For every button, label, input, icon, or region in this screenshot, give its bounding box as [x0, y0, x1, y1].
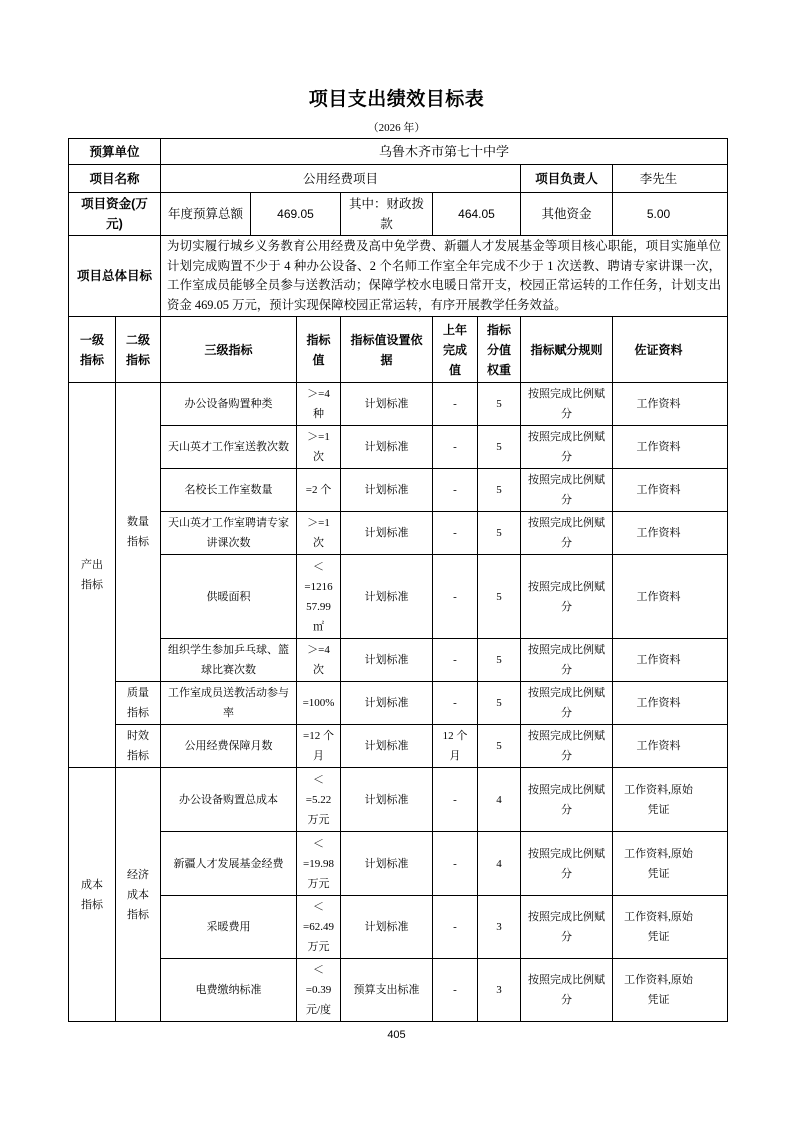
indicator-weight: 4 [478, 768, 521, 832]
indicator-weight: 5 [478, 682, 521, 725]
budget-unit-row [69, 139, 728, 165]
indicator-last-year: - [433, 555, 478, 639]
project-name-value: 公用经费项目 [161, 165, 521, 193]
indicator-rule: 按照完成比例赋分 [521, 469, 613, 512]
indicator-weight: 3 [478, 959, 521, 1022]
header-value: 指标值 [297, 317, 341, 383]
indicator-value: ＞=4 次 [297, 639, 341, 682]
indicator-value: ＜=62.49 万元 [297, 896, 341, 959]
indicator-basis: 计划标准 [341, 512, 433, 555]
project-funds-label: 项目资金(万元) [69, 193, 161, 236]
indicator-rule: 按照完成比例赋分 [521, 832, 613, 896]
indicator-row [69, 383, 728, 426]
indicator-evidence: 工作资料,原始凭证 [613, 832, 728, 896]
indicator-value: =100% [297, 682, 341, 725]
indicator-row [69, 512, 728, 555]
indicator-basis: 计划标准 [341, 469, 433, 512]
indicator-rule: 按照完成比例赋分 [521, 725, 613, 768]
header-level3: 三级指标 [161, 317, 297, 383]
project-manager-label: 项目负责人 [521, 165, 613, 193]
indicator-value: =2 个 [297, 469, 341, 512]
indicator-value: ＜=19.98 万元 [297, 832, 341, 896]
indicator-basis: 计划标准 [341, 832, 433, 896]
annual-budget-value: 469.05 [251, 193, 341, 236]
indicator-evidence: 工作资料 [613, 383, 728, 426]
overall-goal-text: 为切实履行城乡义务教育公用经费及高中免学费、新疆人才发展基金等项目核心职能，项目实施单位计划完成购置不少于 4 种办公设备、2 个名师工作室全年完成不少于 1 次送教、聘请专家讲课一次，工作室成员能够全员参与送教活动；保障学校水电暖日常开支，校园正常运转的工作任务，计划支出资金 469.05 万元，预计实现保障校园正常运转，有序开展教学任务效益。 [161, 236, 728, 317]
fiscal-allocation-label: 其中：财政拨款 [341, 193, 433, 236]
project-manager-value: 李先生 [613, 165, 728, 193]
indicator-name: 新疆人才发展基金经费 [161, 832, 297, 896]
indicator-value: ＞=1 次 [297, 426, 341, 469]
indicator-row [69, 426, 728, 469]
header-rule: 指标赋分规则 [521, 317, 613, 383]
header-basis: 指标值设置依据 [341, 317, 433, 383]
indicator-rule: 按照完成比例赋分 [521, 426, 613, 469]
annual-budget-label: 年度预算总额 [161, 193, 251, 236]
indicator-weight: 4 [478, 832, 521, 896]
other-funds-label: 其他资金 [521, 193, 613, 236]
indicator-name: 供暖面积 [161, 555, 297, 639]
indicator-last-year: - [433, 426, 478, 469]
indicator-row [69, 639, 728, 682]
budget-unit-label: 预算单位 [69, 139, 161, 165]
indicator-value: ＞=4 种 [297, 383, 341, 426]
indicator-name: 电费缴纳标准 [161, 959, 297, 1022]
indicator-name: 工作室成员送教活动参与率 [161, 682, 297, 725]
indicator-evidence: 工作资料 [613, 555, 728, 639]
indicator-rule: 按照完成比例赋分 [521, 639, 613, 682]
document-title: 项目支出绩效目标表 [308, 89, 485, 110]
indicator-name: 公用经费保障月数 [161, 725, 297, 768]
indicator-evidence: 工作资料 [613, 682, 728, 725]
budget-unit-value: 乌鲁木齐市第七十中学 [161, 139, 728, 165]
indicator-name: 办公设备购置总成本 [161, 768, 297, 832]
indicator-value: ＜=0.39 元/度 [297, 959, 341, 1022]
project-name-row [69, 165, 728, 193]
indicator-last-year: - [433, 383, 478, 426]
indicator-row [69, 725, 728, 768]
indicator-last-year: - [433, 832, 478, 896]
indicator-evidence: 工作资料 [613, 512, 728, 555]
indicator-basis: 计划标准 [341, 725, 433, 768]
indicator-last-year: - [433, 639, 478, 682]
indicator-rule: 按照完成比例赋分 [521, 682, 613, 725]
other-funds-value: 5.00 [613, 193, 728, 236]
overall-goal-row [69, 236, 728, 317]
indicator-name: 天山英才工作室聘请专家讲课次数 [161, 512, 297, 555]
indicator-basis: 计划标准 [341, 896, 433, 959]
indicator-last-year: - [433, 682, 478, 725]
indicator-last-year: - [433, 896, 478, 959]
performance-target-table [68, 138, 728, 1022]
indicator-evidence: 工作资料,原始凭证 [613, 896, 728, 959]
indicator-last-year: - [433, 768, 478, 832]
header-last-year: 上年完成值 [433, 317, 478, 383]
indicator-evidence: 工作资料,原始凭证 [613, 768, 728, 832]
indicator-value: ＞=1 次 [297, 512, 341, 555]
header-weight: 指标分值权重 [478, 317, 521, 383]
indicator-name: 办公设备购置种类 [161, 383, 297, 426]
indicator-row [69, 959, 728, 1022]
indicator-weight: 5 [478, 469, 521, 512]
indicator-name: 组织学生参加乒乓球、篮球比赛次数 [161, 639, 297, 682]
header-level1: 一级指标 [69, 317, 116, 383]
indicator-weight: 5 [478, 639, 521, 682]
level2-timeliness-cell: 时效指标 [116, 725, 161, 768]
indicator-row [69, 555, 728, 639]
indicator-last-year: 12 个月 [433, 725, 478, 768]
indicator-last-year: - [433, 469, 478, 512]
indicator-row [69, 682, 728, 725]
level1-cost-cell: 成本指标 [69, 768, 116, 1022]
indicator-rule: 按照完成比例赋分 [521, 512, 613, 555]
indicator-last-year: - [433, 959, 478, 1022]
indicator-value: ＜=5.22 万元 [297, 768, 341, 832]
indicator-value: ＜=121657.99㎡ [297, 555, 341, 639]
indicator-rule: 按照完成比例赋分 [521, 768, 613, 832]
indicator-rule: 按照完成比例赋分 [521, 896, 613, 959]
indicator-evidence: 工作资料 [613, 639, 728, 682]
indicator-row [69, 896, 728, 959]
indicator-basis: 计划标准 [341, 426, 433, 469]
indicator-evidence: 工作资料 [613, 426, 728, 469]
indicator-value: =12 个月 [297, 725, 341, 768]
level1-output-cell: 产出指标 [69, 383, 116, 768]
level2-quality-cell: 质量指标 [116, 682, 161, 725]
indicator-weight: 3 [478, 896, 521, 959]
indicator-name: 采暖费用 [161, 896, 297, 959]
level2-economic-cost-cell: 经济成本指标 [116, 768, 161, 1022]
indicator-evidence: 工作资料,原始凭证 [613, 959, 728, 1022]
indicator-rule: 按照完成比例赋分 [521, 383, 613, 426]
project-funds-row [69, 193, 728, 236]
header-evidence: 佐证资料 [613, 317, 728, 383]
indicator-rule: 按照完成比例赋分 [521, 959, 613, 1022]
indicator-weight: 5 [478, 725, 521, 768]
indicator-weight: 5 [478, 512, 521, 555]
indicator-weight: 5 [478, 426, 521, 469]
indicator-basis: 计划标准 [341, 682, 433, 725]
indicator-header-row [69, 317, 728, 383]
indicator-basis: 计划标准 [341, 555, 433, 639]
indicator-basis: 计划标准 [341, 639, 433, 682]
level2-quantity-cell: 数量指标 [116, 383, 161, 682]
indicator-basis: 预算支出标准 [341, 959, 433, 1022]
indicator-evidence: 工作资料 [613, 725, 728, 768]
indicator-row [69, 832, 728, 896]
document-year: （2026 年） [367, 122, 426, 134]
indicator-last-year: - [433, 512, 478, 555]
indicator-weight: 5 [478, 555, 521, 639]
indicator-name: 名校长工作室数量 [161, 469, 297, 512]
indicator-rule: 按照完成比例赋分 [521, 555, 613, 639]
header-level2: 二级指标 [116, 317, 161, 383]
page-number: 405 [387, 1029, 406, 1041]
indicator-row [69, 768, 728, 832]
indicator-row [69, 469, 728, 512]
fiscal-allocation-value: 464.05 [433, 193, 521, 236]
overall-goal-label: 项目总体目标 [69, 236, 161, 317]
indicator-basis: 计划标准 [341, 383, 433, 426]
indicator-basis: 计划标准 [341, 768, 433, 832]
indicator-evidence: 工作资料 [613, 469, 728, 512]
project-name-label: 项目名称 [69, 165, 161, 193]
indicator-name: 天山英才工作室送教次数 [161, 426, 297, 469]
indicator-weight: 5 [478, 383, 521, 426]
